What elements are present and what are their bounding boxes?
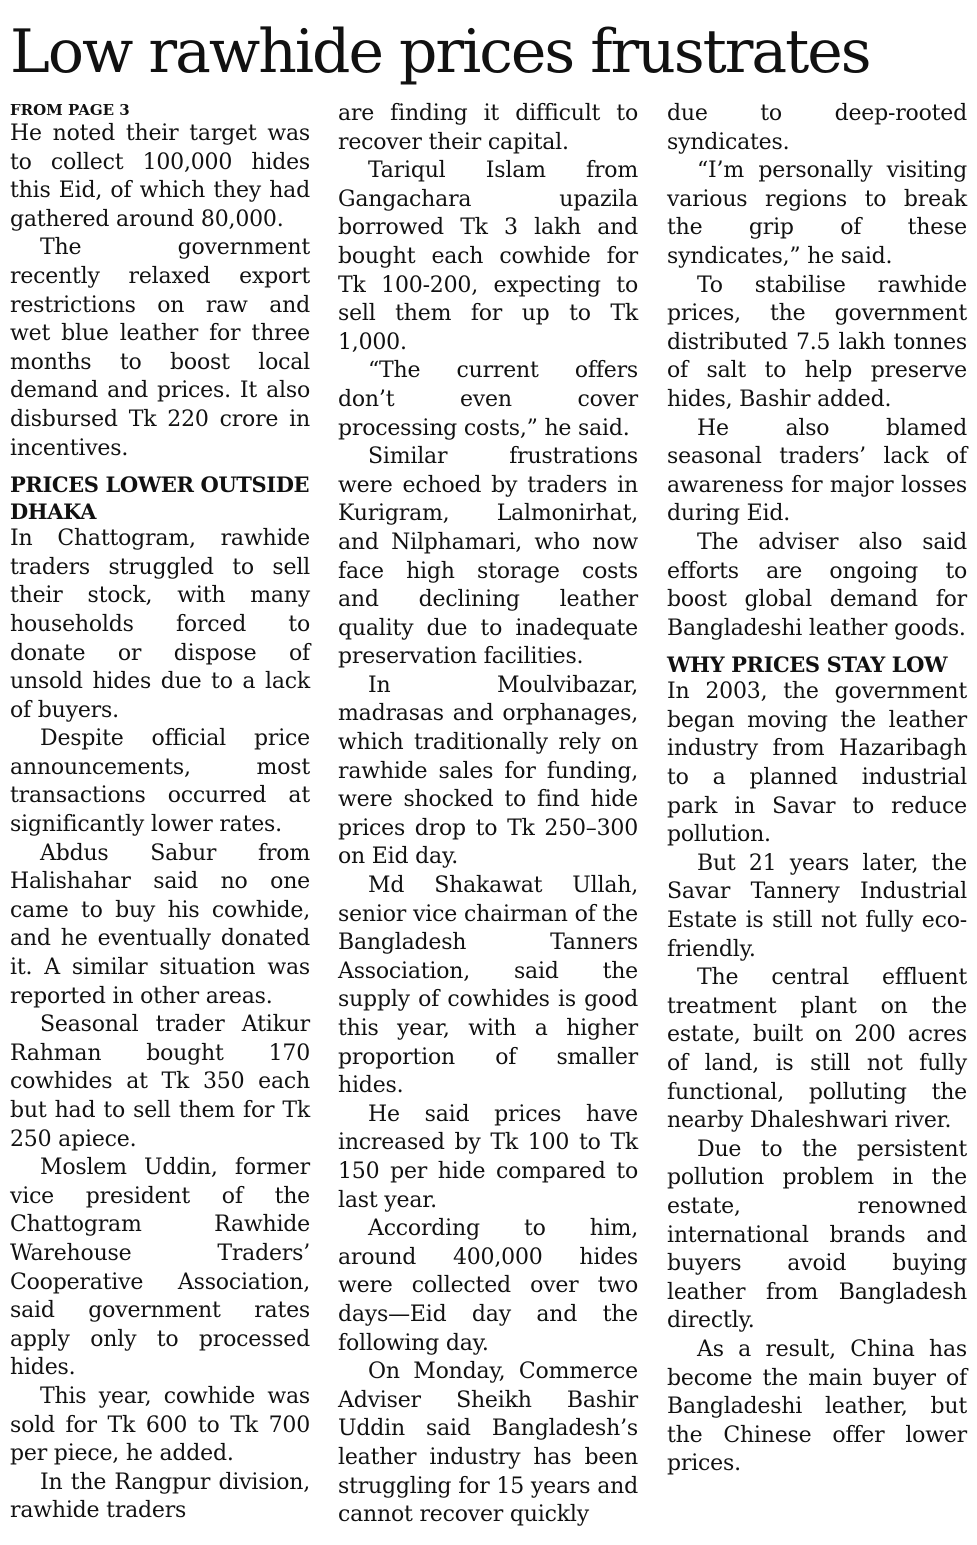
paragraph: In Chattogram, rawhide traders struggled to sell their stock, with many households forced to donate or dispose of unsold hides due to a lack of buyers. <box>10 526 310 723</box>
paragraph: “The current offers don’t even cover processing costs,” he said. <box>338 358 638 441</box>
paragraph: Md Shakawat Ullah, senior vice chairman of the Bangladesh Tanners Association, said the supply of cowhides is good this year, with a higher proportion of smaller hides. <box>338 873 638 1099</box>
paragraph: But 21 years later, the Savar Tannery Industrial Estate is still not fully eco-friendly. <box>667 850 967 962</box>
paragraph: In 2003, the government began moving the leather industry from Hazaribagh to a planned industrial park in Savar to reduce pollution. <box>667 679 967 848</box>
paragraph: He noted their target was to collect 100,000 hides this Eid, of which they had gathered around 80,000. <box>10 121 310 232</box>
paragraph: Despite official price announcements, most transactions occurred at significantly lower rates. <box>10 726 310 838</box>
paragraph: The central effluent treatment plant on the estate, built on 200 acres of land, is still not fully functional, polluting the nearby Dhaleshwari river. <box>667 965 967 1134</box>
paragraph: In the Rangpur division, rawhide traders <box>10 1469 310 1524</box>
paragraph: The government recently relaxed export restrictions on raw and wet blue leather for three months to boost local demand and prices. It also disbursed Tk 220 crore in incentives. <box>10 235 310 461</box>
paragraph: The adviser also said efforts are ongoing to boost global demand for Bangladeshi leather goods. <box>667 529 967 641</box>
column-2 <box>338 100 638 1530</box>
paragraph: Moslem Uddin, former vice president of the Chattogram Rawhide Warehouse Traders’ Cooperative Association, said government rates apply only to processed hides. <box>10 1155 310 1381</box>
paragraph: To stabilise rawhide prices, the government distributed 7.5 lakh tonnes of salt to help preserve hides, Bashir added. <box>667 272 967 412</box>
paragraph: Due to the persistent pollution problem in the estate, renowned international brands and buyers avoid buying leather from Bangladesh directly. <box>667 1136 967 1334</box>
paragraph: Seasonal trader Atikur Rahman bought 170 cowhides at Tk 350 each but had to sell them for Tk 250 apiece. <box>10 1012 310 1152</box>
paragraph: Similar frustrations were echoed by traders in Kurigram, Lalmonirhat, and Nilphamari, who now face high storage costs and declining leather quality due to inadequate preservation facilities. <box>338 444 638 670</box>
paragraph: According to him, around 400,000 hides were collected over two days—Eid day and the following day. <box>338 1216 638 1356</box>
headline: Low rawhide prices frustrates <box>10 17 870 87</box>
kicker-from-page: FROM PAGE 3 <box>10 101 130 119</box>
paragraph: He also blamed seasonal traders’ lack of awareness for major losses during Eid. <box>667 415 967 527</box>
paragraph: due to deep-rooted syndicates. <box>667 101 967 155</box>
paragraph: Abdus Sabur from Halishahar said no one came to buy his cowhide, and he eventually donated it. A similar situation was reported in other areas. <box>10 840 310 1009</box>
paragraph: As a result, China has become the main buyer of Bangladeshi leather, but the Chinese offer lower prices. <box>667 1336 967 1477</box>
paragraph: Tariqul Islam from Gangachara upazila borrowed Tk 3 lakh and bought each cowhide for Tk 100-200, expecting to sell them for up to Tk 1,000. <box>338 158 638 355</box>
column-3 <box>667 100 967 1479</box>
paragraph: This year, cowhide was sold for Tk 600 to Tk 700 per piece, he added. <box>10 1383 310 1467</box>
subhead-why-prices-stay-low: WHY PRICES STAY LOW <box>667 652 948 678</box>
paragraph: On Monday, Commerce Adviser Sheikh Bashir Uddin said Bangladesh’s leather industry has been struggling for 15 years and cannot recover quickly <box>338 1359 638 1528</box>
paragraph: are finding it difficult to recover their capital. <box>338 101 638 155</box>
paragraph: In Moulvibazar, madrasas and orphanages, which traditionally rely on rawhide sales for funding, were shocked to find hide prices drop to Tk 250–300 on Eid day. <box>338 672 638 870</box>
paragraph: “I’m personally visiting various regions to break the grip of these syndicates,” he said. <box>667 158 967 269</box>
column-1 <box>10 100 310 1526</box>
paragraph: He said prices have increased by Tk 100 to Tk 150 per hide compared to last year. <box>338 1101 638 1213</box>
subhead-prices-lower: PRICES LOWER OUTSIDE DHAKA <box>10 472 310 525</box>
